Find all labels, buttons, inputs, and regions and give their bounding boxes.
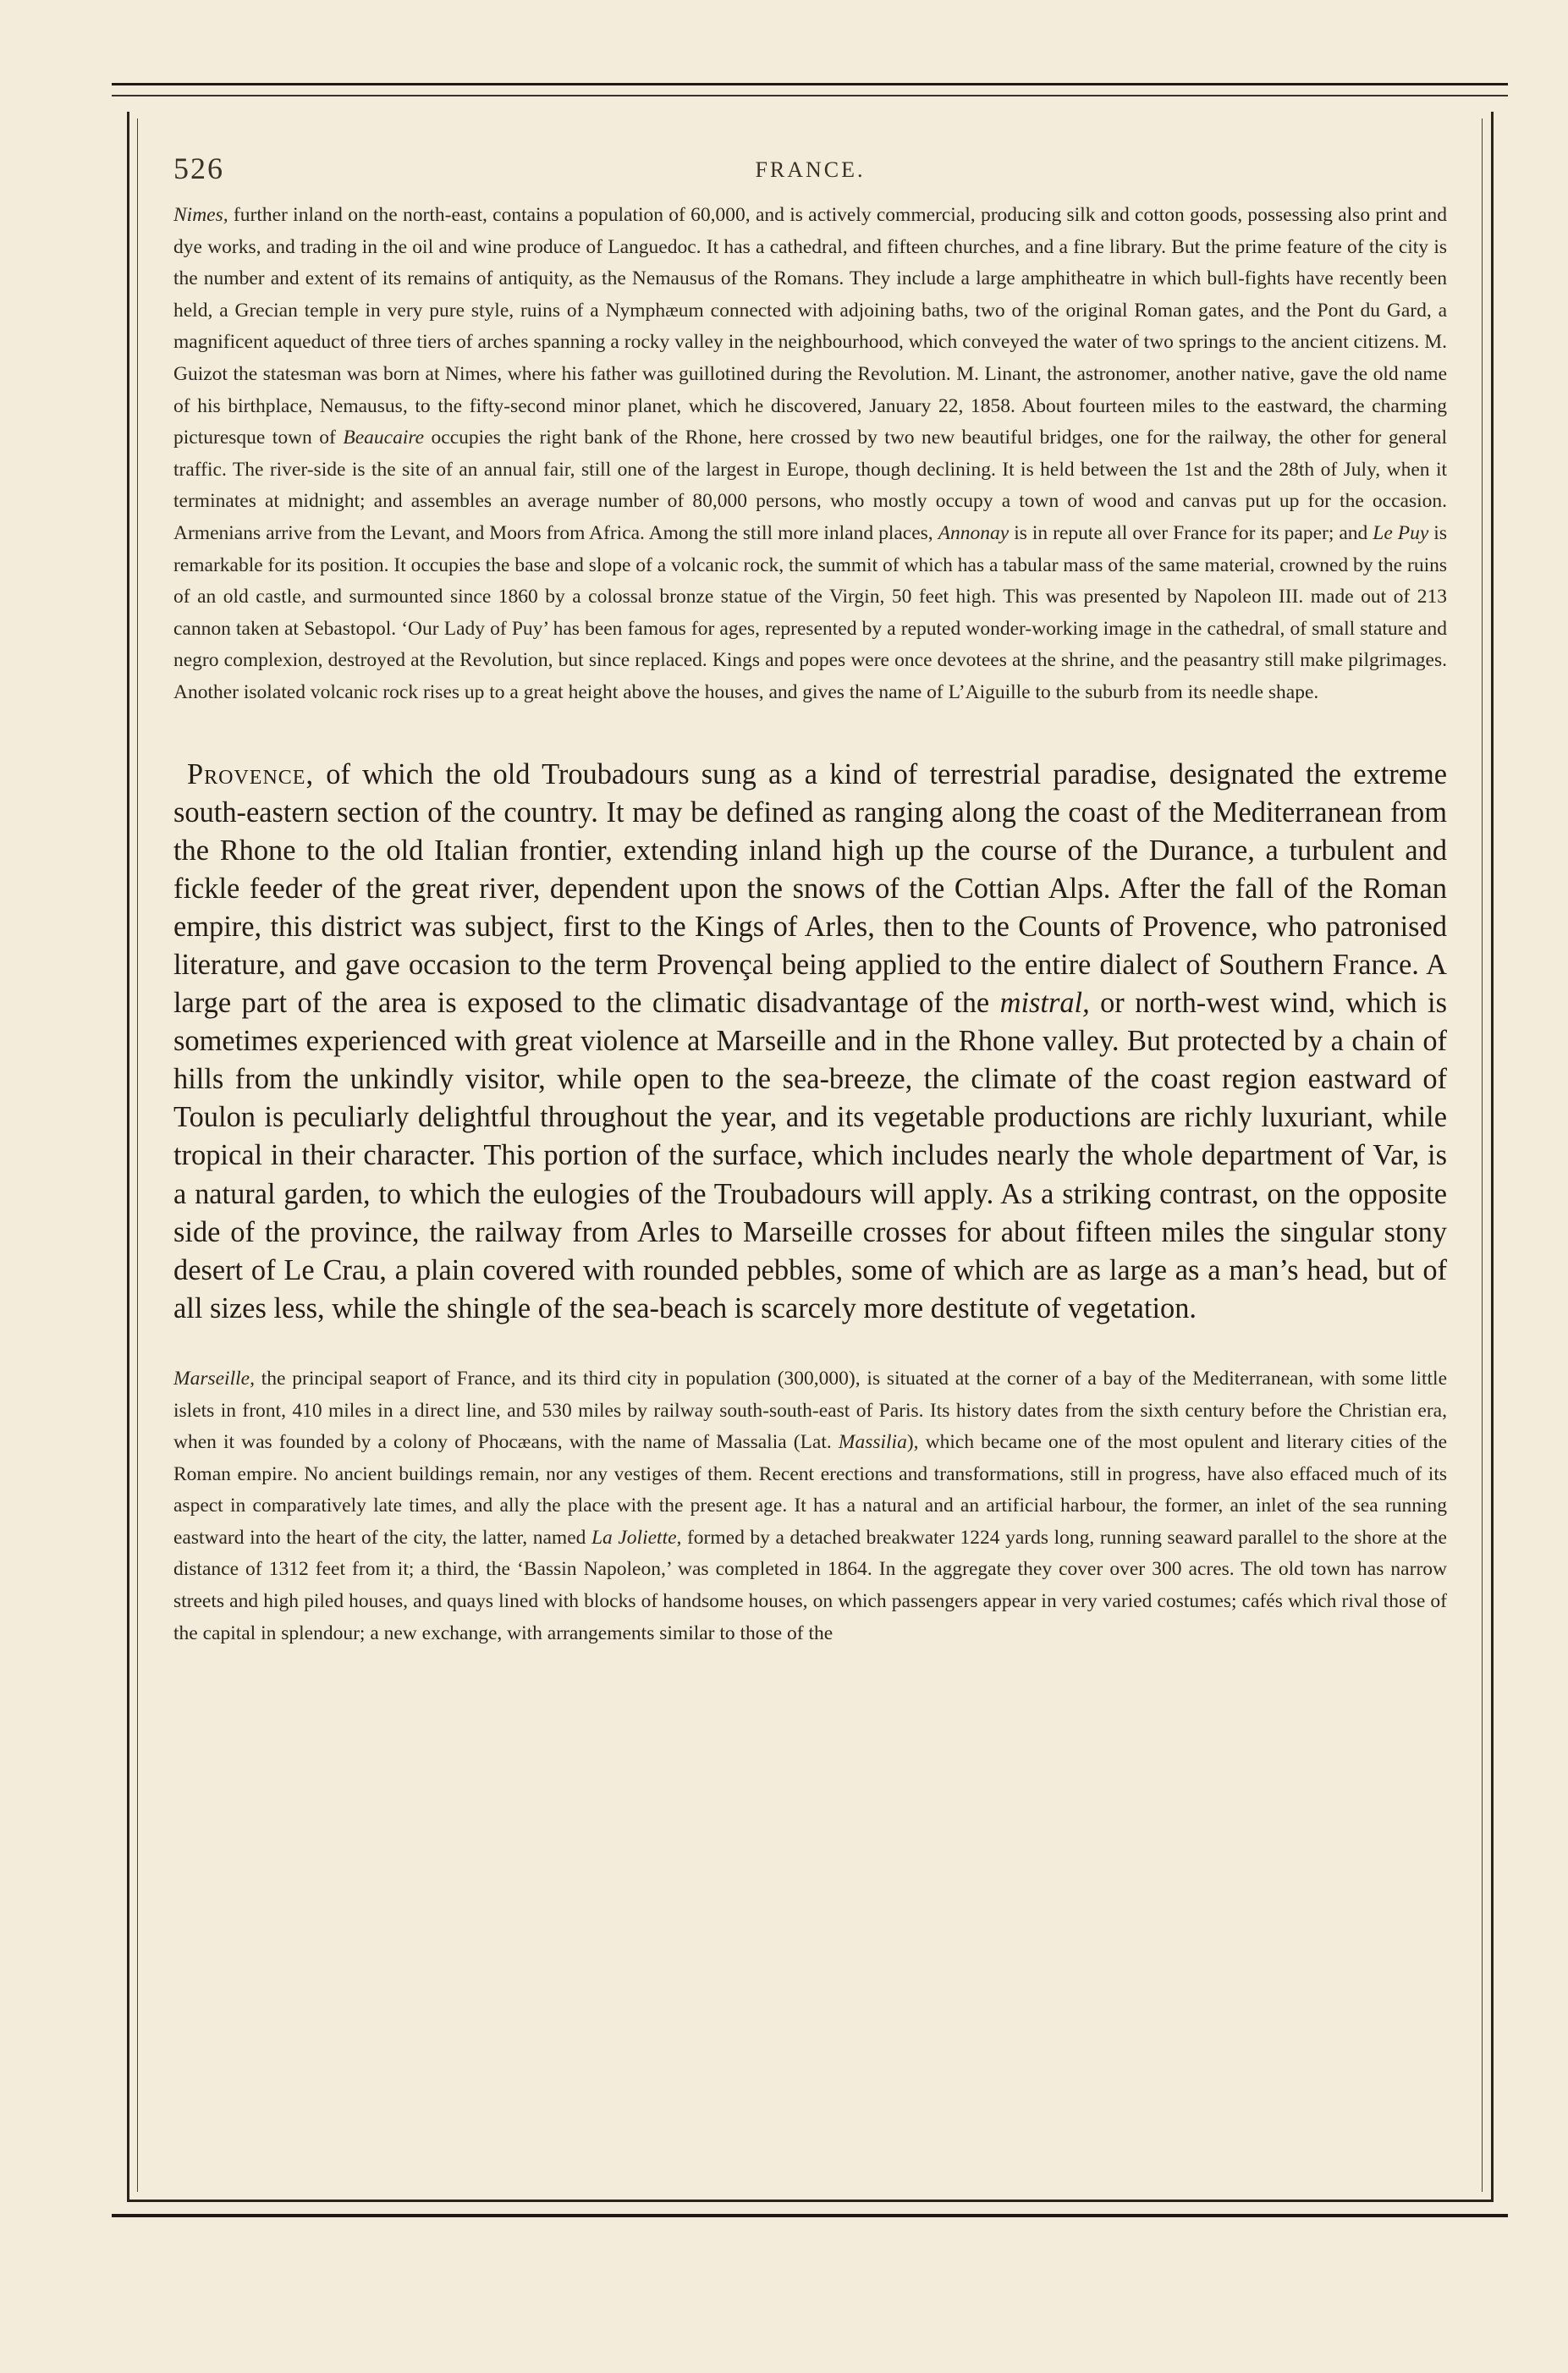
place-name-annonay: Annonay <box>938 521 1010 544</box>
text-run: of which the old Troubadours sung as a kind of terrestrial paradise, designated the extreme south-eastern section of the country. It may be defined as ranging along the coast of the Mediterranean from the Rhone to the old Italian frontier, extending inland high up the course of the Durance, a turbulent and fickle feeder of the great river, dependent upon the snows of the Cottian Alps. After the fall of the Roman empire, this district was subject, first to the Kings of Arles, then to the Counts of Provence, who patronised literature, and gave occasion to the term Provençal being applied to the entire dialect of Southern France. A large part of the area is exposed to the climatic disadvantage of the <box>173 757 1447 1020</box>
running-title: FRANCE. <box>755 157 866 182</box>
term-massilia: Massilia <box>838 1431 907 1454</box>
section-heading-provence: Provence, <box>187 757 315 790</box>
section-spacer <box>173 1328 1447 1363</box>
text-run: or north-west wind, which is sometimes experienced with great violence at Marseille and in the Rhone valley. But protected by a chain of hills from the unkindly visitor, while open to the sea-breeze, the climate of the coast region eastward of Toulon is peculiarly delightful throughout the year, and its vegetable productions are richly luxuriant, while tropical in their character. This portion of the surface, which includes nearly the whole department of Var, is a natural garden, to which the eulogies of the Troubadours will apply. As a striking contrast, on the opposite side of the province, the railway from Arles to Marseille crosses for about fifteen miles the singular stony desert of Le Crau, a plain covered with rounded pebbles, some of which are as large as a man’s head, but of all sizes less, while the shingle of the sea-beach is scarcely more destitute of vegetation. <box>173 987 1447 1324</box>
text-run: the principal seaport of France, and its third city in population (300,000), is situated at the corner of a bay of the Mediterranean, with some little islets in front, 410 miles in a direct line, and 530 miles by railway south-south-east of Paris. Its history dates from the sixth century before the Christian era, when it was founded by a colony of Phocæans, with the name of Massalia (Lat. <box>173 1367 1447 1454</box>
bottom-rule <box>112 2214 1508 2217</box>
page-number: 526 <box>173 151 224 185</box>
place-name-nimes: Nimes, <box>173 204 228 226</box>
text-run: formed by a detached breakwater 1224 yards long, running seaward parallel to the shore at the distance of 1312 feet from it; a third, the ‘Bassin Napoleon,’ was completed in 1864. In the aggregate they cover over 300 acres. The old town has narrow streets and high piled houses, and quays lined with blocks of handsome houses, on which passengers appear in very varied costumes; cafés which rival those of the capital in splendour; a new exchange, with arrangements similar to those of the <box>173 1526 1447 1644</box>
section-spacer <box>173 709 1447 756</box>
paragraph-provence <box>173 756 1447 1328</box>
text-run: ), which became one of the most opulent and literary cities of the Roman empire. No ancient buildings remain, nor any vestiges of them. Recent erections and transformations, still in progress, have also effaced much of its aspect in comparatively late times, and ally the place with the present age. It has a natural and an artificial harbour, the former, an inlet of the sea running eastward into the heart of the city, the latter, named <box>173 1431 1447 1549</box>
text-run: is in repute all over France for its paper; and <box>1009 521 1373 544</box>
place-name-le-puy: Le Puy <box>1373 521 1429 544</box>
place-name-marseille: Marseille, <box>173 1367 255 1390</box>
term-mistral: mistral, <box>999 987 1090 1020</box>
top-double-rule-inner <box>112 95 1508 96</box>
place-name-beaucaire: Beaucaire <box>343 427 425 449</box>
paragraph-marseille <box>173 1363 1447 1649</box>
top-double-rule-outer <box>112 83 1508 85</box>
page-header <box>173 127 1447 200</box>
page-content <box>173 127 1447 1649</box>
paragraph-nimes <box>173 200 1447 709</box>
place-name-la-joliette: La Joliette, <box>591 1526 682 1549</box>
text-run: is remarkable for its position. It occupies the base and slope of a volcanic rock, the summit of which has a tabular mass of the same material, crowned by the ruins of an old castle, and surmounted since 1860 by a colossal bronze statue of the Virgin, 50 feet high. This was presented by Napoleon III. made out of 213 cannon taken at Sebastopol. ‘Our Lady of Puy’ has been famous for ages, represented by a reputed wonder-working image in the cathedral, of small stature and negro complexion, destroyed at the Revolution, but since replaced. Kings and popes were once devotees at the shrine, and the peasantry still make pilgrimages. Another isolated volcanic rock rises up to a great height above the houses, and gives the name of L’Aiguille to the suburb from its needle shape. <box>173 521 1447 703</box>
text-run: occupies the right bank of the Rhone, here crossed by two new beautiful bridges, one for the railway, the other for general traffic. The river-side is the site of an annual fair, still one of the largest in Europe, though declining. It is held between the 1st and the 28th of July, when it terminates at midnight; and assembles an average number of 80,000 persons, who mostly occupy a town of wood and canvas put up for the occasion. Armenians arrive from the Levant, and Moors from Africa. Among the still more inland places, <box>173 427 1448 544</box>
text-run: further inland on the north-east, contains a population of 60,000, and is actively commercial, producing silk and cotton goods, possessing also print and dye works, and trading in the oil and wine produce of Languedoc. It has a cathedral, and fifteen churches, and a fine library. But the prime feature of the city is the number and extent of its remains of antiquity, as the Nemausus of the Romans. They include a large amphitheatre in which bull-fights have recently been held, a Grecian temple in very pure style, ruins of a Nymphæum connected with adjoining baths, two of the original Roman gates, and the Pont du Gard, a magnificent aqueduct of three tiers of arches spanning a rocky valley in the neighbourhood, which conveyed the water of two springs to the ancient citizens. M. Guizot the statesman was born at Nimes, where his father was guillotined during the Revolution. M. Linant, the astronomer, another native, gave the old name of his birthplace, Nemausus, to the fifty-second minor planet, which he discovered, January 22, 1858. About fourteen miles to the eastward, the charming picturesque town of <box>173 204 1447 449</box>
